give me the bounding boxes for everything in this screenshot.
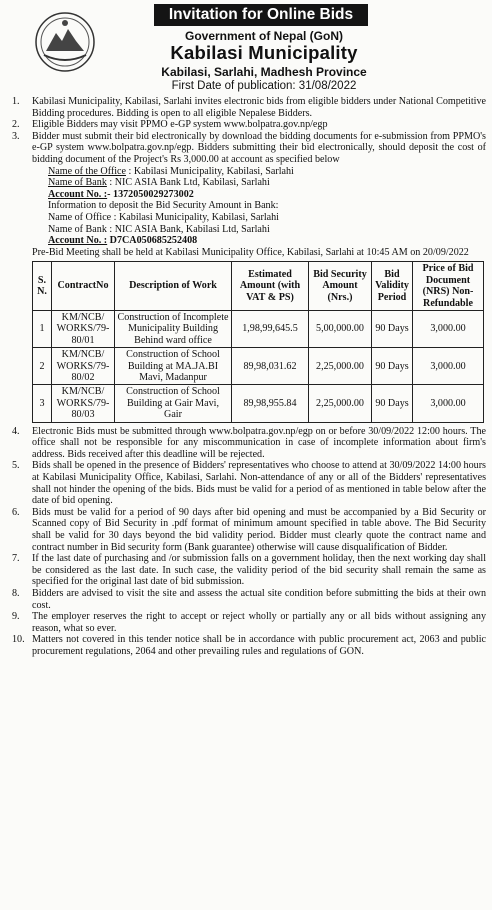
account-line: Account No. :- 1372050029273002 [48,188,194,200]
address-line: Kabilasi, Sarlahi, Madhesh Province [161,65,367,79]
clause-4: 4. Electronic Bids must be submitted through www.bolpatra.gov.np/egp on or before 30/09/2022 12:00 hours. The office shall not be responsible for any miscommunication in case of incomplete information about firm's address. Bids received after this deadline will be rejected. [12,425,486,460]
notice-page [4,3,488,907]
col-security: Bid Security Amount (Nrs.) [309,262,372,311]
table-row: 3 KM/NCB/ WORKS/79-80/03 Construction of School Building at Gair Mavi, Gair 89,98,955.84 2,25,000.00 90 Days 3,000.00 [33,385,484,422]
security-bank: Name of Bank : NIC ASIA Bank, Kabilasi Ltd, Sarlahi [48,223,270,235]
bank-line: Name of Bank : NIC ASIA Bank Ltd, Kabilasi, Sarlahi [48,177,270,189]
clause-8: 8. Bidders are advised to visit the site and assess the actual site condition before submitting the bids at their own cost. [12,587,486,611]
table-header-row [33,262,484,311]
security-account: Account No. : D7CA050685252408 [48,235,198,247]
office-line: Name of the Office : Kabilasi Municipality, Kabilasi, Sarlahi [48,165,294,177]
account-details [12,166,486,247]
security-office: Name of Office : Kabilasi Municipality, Kabilasi, Sarlahi [48,211,279,223]
clause-10: 10. Matters not covered in this tender notice shall be in accordance with public procurement act, 2063 and public procurement regulations, 2064 and other prevailing rules and regulations of GON. [12,634,486,657]
nepal-emblem-icon [34,11,96,73]
publication-date: First Date of publication: 31/08/2022 [171,80,357,92]
invitation-banner: Invitation for Online Bids [154,4,368,26]
col-estimated: Estimated Amount (with VAT & PS) [232,262,309,311]
col-sn: S. N. [33,262,52,311]
clause-1: 1. Kabilasi Municipality, Kabilasi, Sarlahi invites electronic bids from eligible bidders under National Competitive Bidding procedures. Bidding is open to all eligible Nepalese Bidders. [12,96,486,119]
pre-bid-meeting: Pre-Bid Meeting shall be held at Kabilasi Municipality Office, Kabilasi, Sarlahi at 10:45 AM on 20/09/2022 [32,246,469,258]
col-contract: ContractNo [52,262,115,311]
security-info: Information to deposit the Bid Security Amount in Bank: [48,200,279,212]
table-row: 2 KM/NCB/ WORKS/79-80/02 Construction of School Building at MA.JA.BI Mavi, Madanpur 89,98,031.62 2,25,000.00 90 Days 3,000.00 [33,348,484,385]
col-description: Description of Work [115,262,232,311]
notice-body [12,96,486,657]
col-validity: Bid Validity Period [372,262,413,311]
clause-5: 5. Bids shall be opened in the presence of Bidders' representatives who choose to attend at 30/09/2022 14:00 hours at Kabilasi Municipality Office, Kabilasi, Sarlahi. Non-attendance of any or all of the Bidders' representatives shall not hinder the opening of the bids. Bids must be valid for a period of as mentioned in table below after the date of bid opening. [12,460,486,507]
clause-2: 2. Eligible Bidders may visit PPMO e-GP system www.bolpatra.gov.np/egp [12,119,328,131]
clause-9: 9. The employer reserves the right to accept or reject wholly or partially any or all bids without assigning any reason, what so ever. [12,611,486,634]
clause-3: 3. Bidder must submit their bid electronically by download the bidding documents for e-submission from PPMO's e-GP system www.bolpatra.gov.np/egp. Bidders submitting their bid electronically, should deposit the cost of bidding document of the Project's Rs 3,000.00 at account as specified below [12,130,486,165]
clause-7: 7. If the last date of purchasing and /or submission falls on a government holiday, then the next working day shall be considered as the last date. In such case, the validity period of the bid security shall remain the same as specified for the original last date of bid submission. [12,553,486,588]
government-line: Government of Nepal (GoN) [184,29,343,43]
bids-table [32,261,484,422]
clause-6: 6. Bids must be valid for a period of 90 days after bid opening and must be accompanied by a Bid Security or Scanned copy of Bid Security in .pdf format of minimum amount specified in table above. The Bid Security shall be valid for 30 days beyond the bid validity period. Bidder must clearly quote the contract name and contract number in Bid security form (Bank guarantee) otherwise will cause disqualification of Bidder. [12,506,486,553]
table-row: 1 KM/NCB/ WORKS/79-80/01 Construction of Incomplete Municipality Building Behind ward office 1,98,99,645.5 5,00,000.00 90 Days 3,000.00 [33,310,484,347]
municipality-title: Kabilasi Municipality [170,42,358,63]
col-price: Price of Bid Document (NRS) Non-Refundable [413,262,484,311]
